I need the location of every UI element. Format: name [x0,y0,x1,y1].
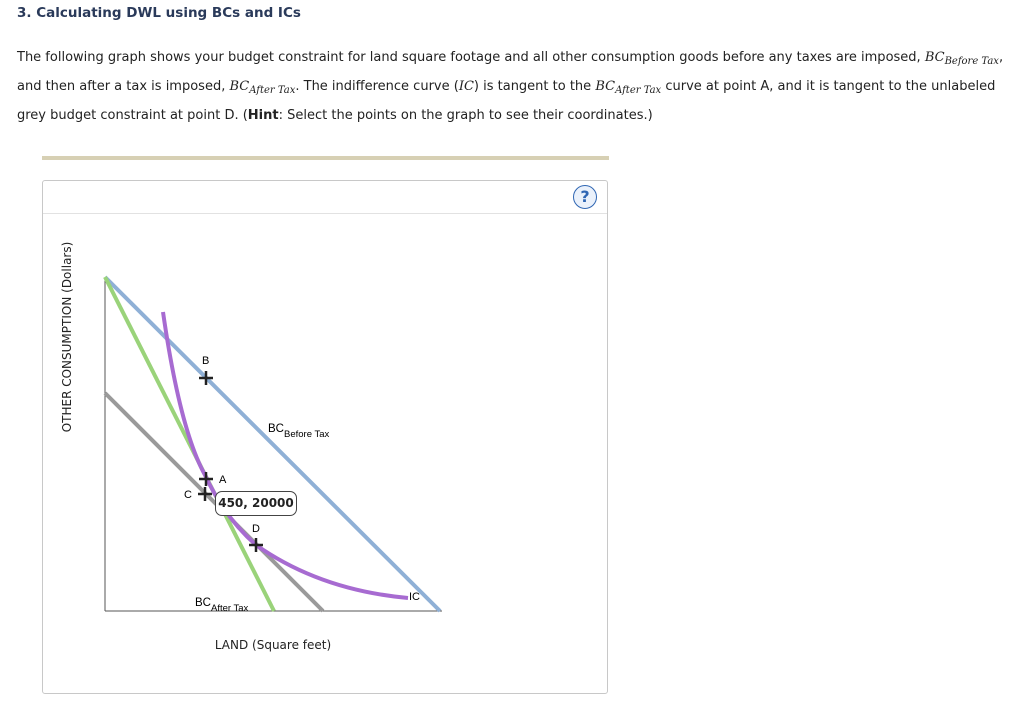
point-d-label: D [252,523,260,535]
bc-after-symbol-2: $BC_{After Tax}$ [595,79,662,96]
y-axis-label: OTHER CONSUMPTION (Dollars) [60,241,74,433]
bc-before-symbol: $BC_{Before Tax}$ [924,50,999,67]
bc-before-tax-label: $BC_{Before Tax}$ [268,423,330,440]
point-b-label: B [202,355,210,367]
help-button[interactable]: ? [573,185,597,209]
question-title: 3. Calculating DWL using BCs and ICs [17,5,301,21]
hint-label: Hint [247,108,279,123]
ic-symbol: IC [458,79,474,94]
bc-after-tax-label: $BC_{After Tax}$ [195,597,249,614]
point-coordinates-tooltip: 450, 20000 [215,491,297,516]
question-line-3: grey budget constraint at point D. (Hint: Select the points on the graph to see their coordinates.) [17,108,653,123]
bc-after-symbol: $BC_{After Tax}$ [229,79,296,96]
question-line-2: and then after a tax is imposed, $BC_{After Tax}$. The indifference curve (IC) is tangent to the $BC_{After Tax}$ curve at point A, and it is tangent to the unlabeled [17,79,996,96]
x-axis-label: LAND (Square feet) [214,638,332,652]
point-a-label: A [219,474,227,486]
point-c-label: C [184,489,192,501]
question-line-1: The following graph shows your budget constraint for land square footage and all other consumption goods before any taxes are imposed, $BC_{Before Tax}$, [17,50,1004,67]
ic-label: IC [409,591,420,603]
